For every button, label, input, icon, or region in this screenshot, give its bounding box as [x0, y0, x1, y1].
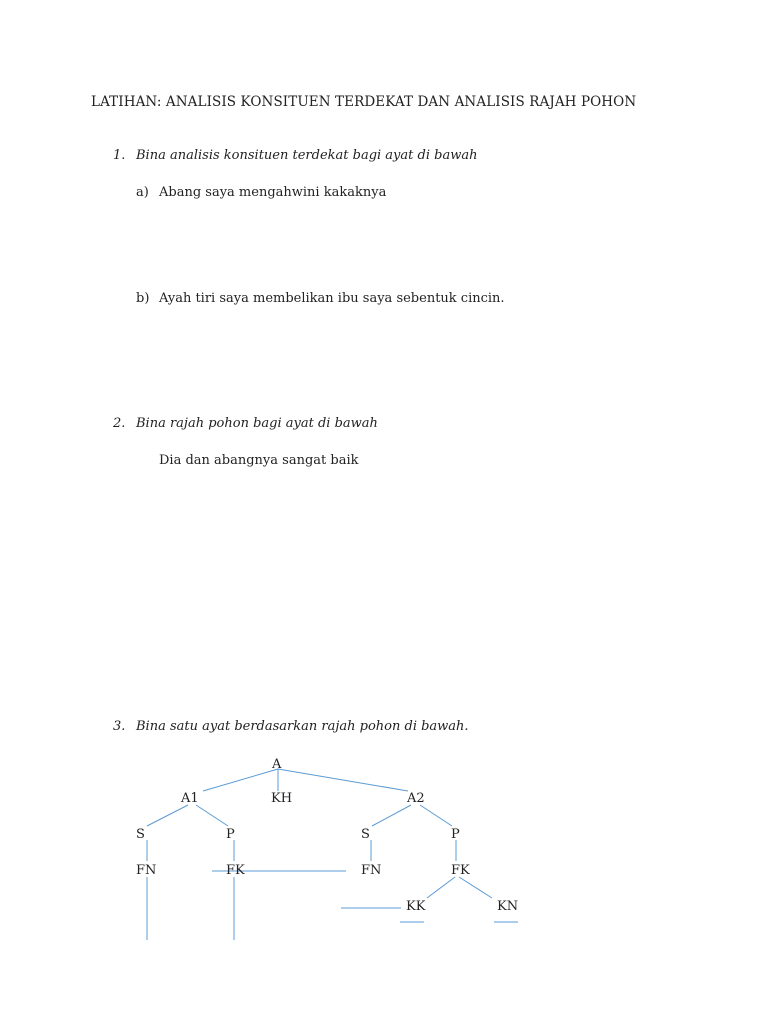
question-2-number: 2.	[113, 416, 126, 431]
node-s-left: S	[136, 827, 145, 842]
node-fn-right: FN	[361, 863, 382, 878]
branch-a2-p	[420, 805, 452, 826]
question-1a-sentence: Abang saya mengahwini kakaknya	[159, 185, 387, 200]
node-fk-right: FK	[451, 863, 470, 878]
branch-a2-s	[372, 805, 411, 826]
branch-a-a1	[203, 769, 278, 791]
branch-a1-s	[147, 805, 188, 826]
node-s-right: S	[361, 827, 370, 842]
question-1b-sentence: Ayah tiri saya membelikan ibu saya sebentuk cincin.	[159, 291, 505, 306]
question-1a-letter: a)	[136, 185, 149, 200]
question-1-text: Bina analisis konsituen terdekat bagi ayat di bawah	[136, 148, 478, 163]
tree-diagram	[0, 740, 768, 950]
node-p-right: P	[451, 827, 460, 842]
question-3-text: Bina satu ayat berdasarkan rajah pohon di bawah.	[136, 719, 469, 734]
node-kh: KH	[271, 791, 293, 806]
branch-a1-p	[196, 805, 228, 826]
tree-branches	[147, 769, 518, 940]
node-fn-left: FN	[136, 863, 157, 878]
node-fk-left: FK	[226, 863, 245, 878]
node-p-left: P	[226, 827, 235, 842]
node-a2: A2	[407, 791, 425, 806]
question-2-sentence: Dia dan abangnya sangat baik	[159, 453, 359, 468]
tree-node-labels	[136, 757, 518, 914]
question-3-number: 3.	[113, 719, 126, 734]
node-a1: A1	[181, 791, 199, 806]
branch-fk-kk	[427, 877, 455, 898]
node-kk: KK	[406, 899, 426, 914]
branch-a-a2	[278, 769, 408, 791]
question-1-number: 1.	[113, 148, 126, 163]
node-kn: KN	[497, 899, 519, 914]
branch-fk-kn	[459, 877, 492, 898]
node-a: A	[272, 757, 282, 772]
page-title: LATIHAN: ANALISIS KONSITUEN TERDEKAT DAN ANALISIS RAJAH POHON	[91, 94, 637, 110]
question-2-text: Bina rajah pohon bagi ayat di bawah	[136, 416, 378, 431]
question-1b-letter: b)	[136, 291, 150, 306]
